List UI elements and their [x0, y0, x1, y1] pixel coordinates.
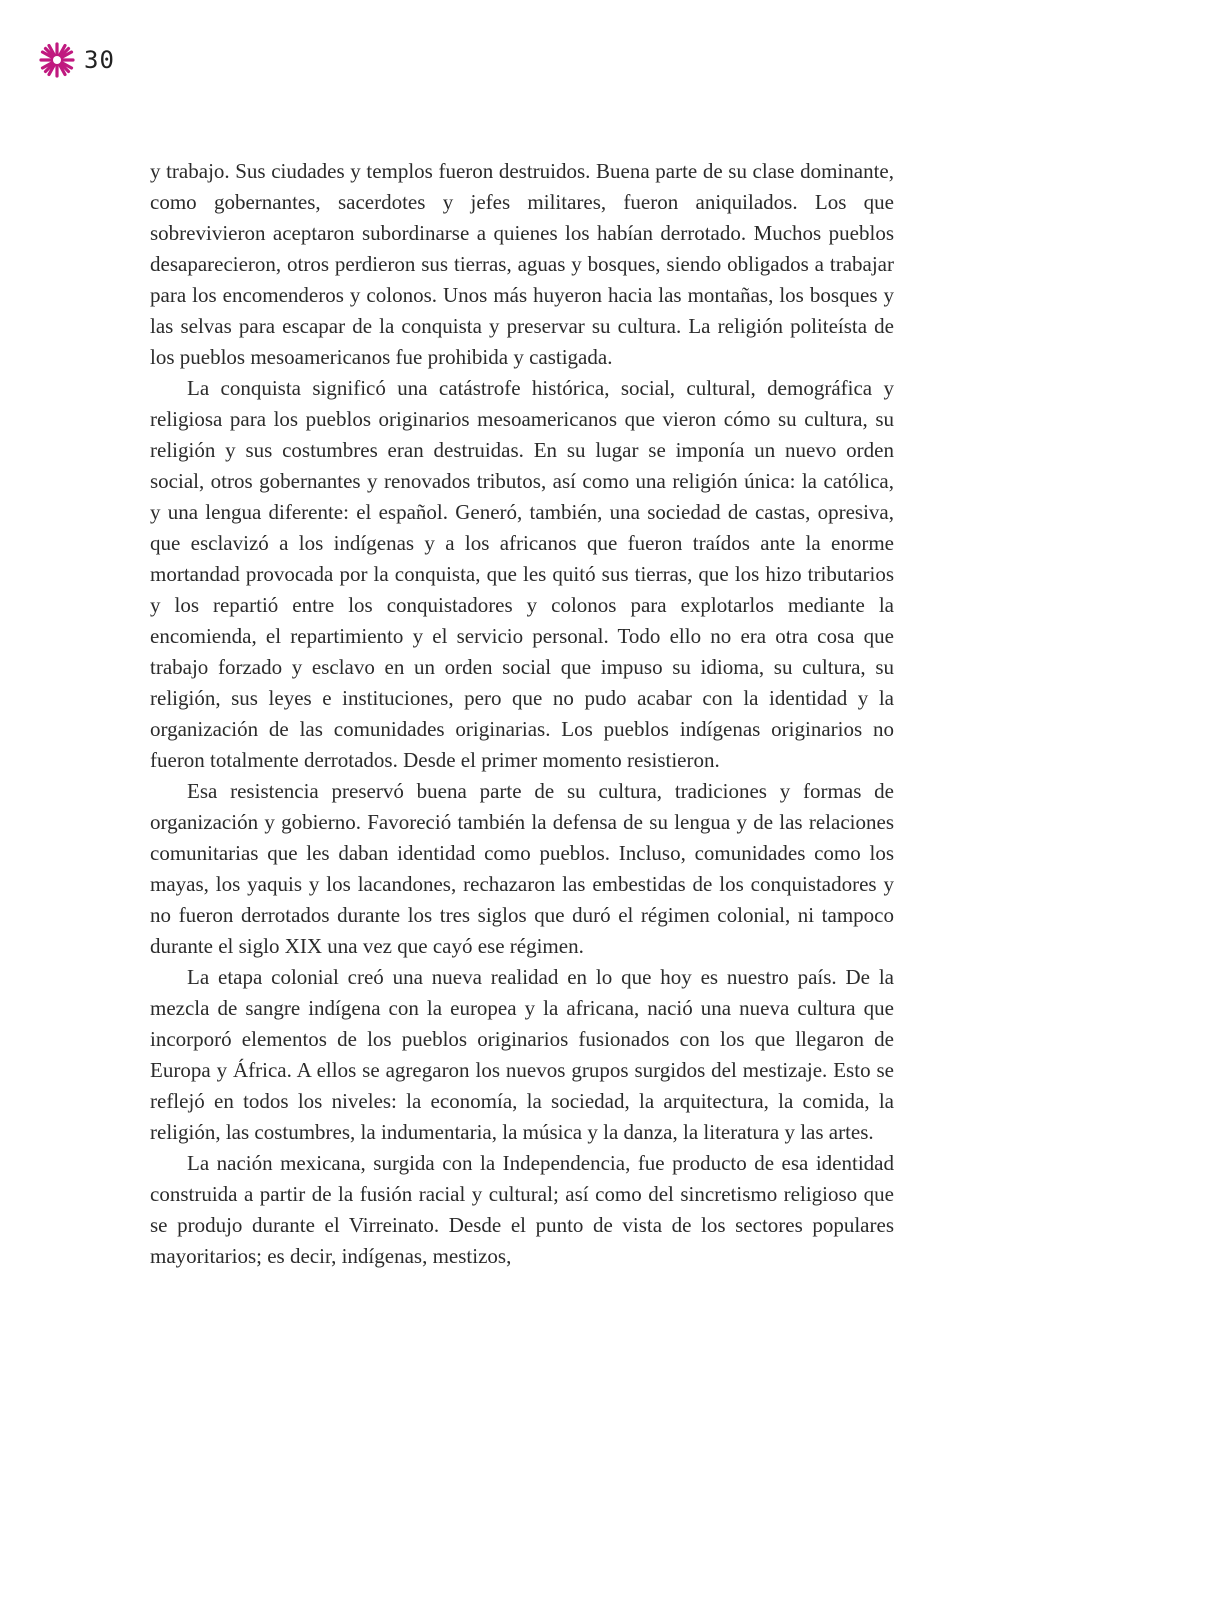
- paragraph: y trabajo. Sus ciudades y templos fueron destruidos. Buena parte de su clase dominante, como gobernantes, sacerdotes y jefes militares, fueron aniquilados. Los que sobrevivieron aceptaron subordinarse a quienes los habían derrotado. Muchos pueblos desaparecieron, otros perdieron sus tierras, aguas y bosques, siendo obligados a trabajar para los encomenderos y colonos. Unos más huyeron hacia las montañas, los bosques y las selvas para escapar de la conquista y preservar su cultura. La religión politeísta de los pueblos mesoamericanos fue prohibida y castigada.: [150, 159, 894, 369]
- page-number: 30: [84, 46, 115, 74]
- body-text: [150, 156, 894, 1272]
- paragraph: La nación mexicana, surgida con la Independencia, fue producto de esa identidad construida a partir de la fusión racial y cultural; así como del sincretismo religioso que se produjo durante el Virreinato. Desde el punto de vista de los sectores populares mayoritarios; es decir, indígenas, mestizos,: [150, 1151, 894, 1268]
- page-header: [38, 42, 115, 78]
- paragraph: La etapa colonial creó una nueva realidad en lo que hoy es nuestro país. De la mezcla de sangre indígena con la europea y la africana, nació una nueva cultura que incorporó elementos de los pueblos originarios fusionados con los que llegaron de Europa y África. A ellos se agregaron los nuevos grupos surgidos del mestizaje. Esto se reflejó en todos los niveles: la economía, la sociedad, la arquitectura, la comida, la religión, las costumbres, la indumentaria, la música y la danza, la literatura y las artes.: [150, 965, 894, 1144]
- asterisk-icon: [38, 41, 76, 79]
- paragraph: La conquista significó una catástrofe histórica, social, cultural, demográfica y religiosa para los pueblos originarios mesoamericanos que vieron cómo su cultura, su religión y sus costumbres eran destruidas. En su lugar se imponía un nuevo orden social, otros gobernantes y renovados tributos, así como una religión única: la católica, y una lengua diferente: el español. Generó, también, una sociedad de castas, opresiva, que esclavizó a los indígenas y a los africanos que fueron traídos ante la enorme mortandad provocada por la conquista, que les quitó sus tierras, que los hizo tributarios y los repartió entre los conquistadores y colonos para explotarlos mediante la encomienda, el repartimiento y el servicio personal. Todo ello no era otra cosa que trabajo forzado y esclavo en un orden social que impuso su idioma, su cultura, su religión, sus leyes e instituciones, pero que no pudo acabar con la identidad y la organización de las comunidades originarias. Los pueblos indígenas originarios no fueron totalmente derrotados. Desde el primer momento resistieron.: [150, 376, 894, 772]
- paragraph: Esa resistencia preservó buena parte de su cultura, tradiciones y formas de organización y gobierno. Favoreció también la defensa de su lengua y de las relaciones comunitarias que les daban identidad como pueblos. Incluso, comunidades como los mayas, los yaquis y los lacandones, rechazaron las embestidas de los conquistadores y no fueron derrotados durante los tres siglos que duró el régimen colonial, ni tampoco durante el siglo XIX una vez que cayó ese régimen.: [150, 779, 894, 958]
